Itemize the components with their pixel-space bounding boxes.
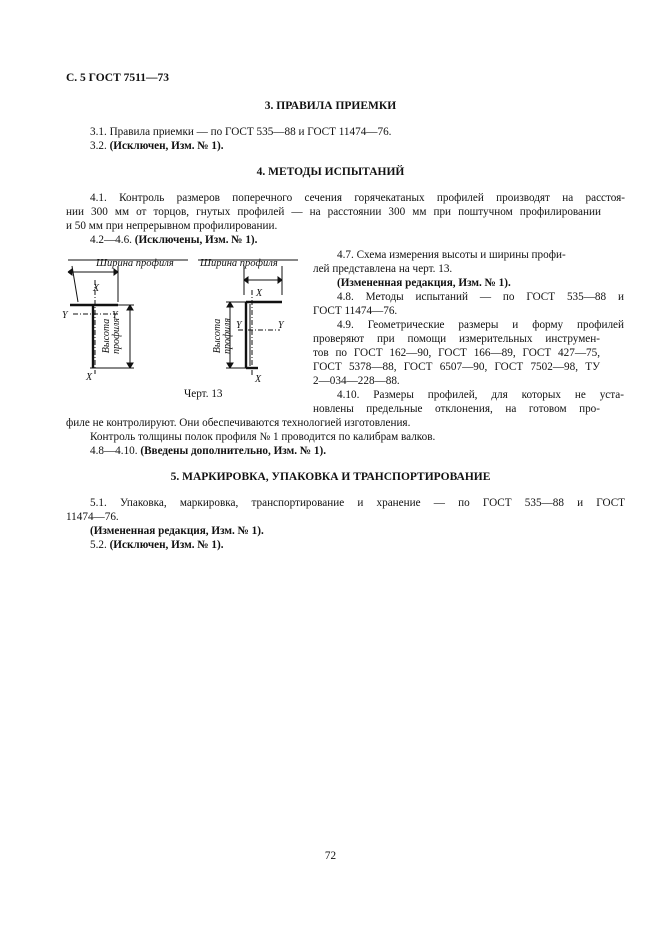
paragraph-4-1-line-3: и 50 мм при непрерывном профилировании. — [66, 220, 278, 232]
page-number: 72 — [324, 850, 337, 862]
axis-y-label-left-2: Y — [112, 310, 118, 321]
document-header: С. 5 ГОСТ 7511—73 — [66, 72, 170, 84]
height-label-left-line-1: Высота — [101, 318, 112, 354]
paragraph-4-9-line-2: проверяют при помощи измерительных инструмен- — [313, 333, 600, 345]
paragraph-4-7-amendment: (Измененная редакция, Изм. № 1). — [337, 277, 511, 289]
paragraph-4-2-amendment: (Исключены, Изм. № 1). — [134, 234, 258, 246]
axis-y-label-left-1: Y — [62, 310, 68, 321]
paragraph-4-9-line-4: ГОСТ 5378—88, ГОСТ 6507—90, ГОСТ 7502—98, ТУ — [313, 361, 600, 373]
section-3-title: 3. ПРАВИЛА ПРИЕМКИ — [264, 100, 397, 112]
angle-profile-right — [198, 260, 298, 376]
axis-y-label-right-1: Y — [236, 320, 242, 331]
paragraph-5-2-amendment: (Исключен, Изм. № 1). — [109, 539, 224, 551]
paragraph-5-1-line-1: 5.1. Упаковка, маркировка, транспортирование и хранение — по ГОСТ 535—88 и ГОСТ — [90, 497, 625, 509]
width-label-left: Ширина профиля — [96, 258, 174, 269]
paragraph-4-2 — [66, 234, 625, 248]
paragraph-4-1-line-1: 4.1. Контроль размеров поперечного сечения горячекатаных профилей производят на расстоя- — [90, 192, 625, 204]
paragraph-3-1: 3.1. Правила приемки — по ГОСТ 535—88 и ГОСТ 11474—76. — [90, 126, 392, 138]
paragraph-5-2 — [66, 539, 625, 553]
height-label-right-line-1: Высота — [212, 318, 223, 354]
paragraph-4-10-line-1: 4.10. Размеры профилей, для которых не уста- — [337, 389, 624, 401]
t-profile-left — [68, 260, 188, 374]
axis-x-label-top-left: X — [93, 283, 100, 294]
paragraph-5-2-number: 5.2. — [90, 539, 107, 551]
axis-y-label-right-2: Y — [278, 320, 284, 331]
paragraph-4-8-4-10-number: 4.8—4.10. — [90, 445, 138, 457]
paragraph-4-9-line-5: 2—034—228—88. — [313, 375, 400, 387]
paragraph-4-1-line-2: нии 300 мм от торцов, гнутых профилей — на расстоянии 300 мм при поштучном профилировании — [66, 206, 601, 218]
axis-x-label-bottom-left: X — [86, 372, 93, 383]
paragraph-4-7-line-1: 4.7. Схема измерения высоты и ширины профи- — [337, 249, 566, 261]
paragraph-3-2 — [66, 140, 625, 154]
paragraph-4-10-line-4: Контроль толщины полок профиля № 1 проводится по калибрам валков. — [90, 431, 436, 443]
height-label-left-line-2: профиля — [111, 317, 122, 355]
width-label-right: Ширина профиля — [200, 258, 278, 269]
section-5-title: 5. МАРКИРОВКА, УПАКОВКА И ТРАНСПОРТИРОВАНИЕ — [170, 471, 491, 483]
paragraph-5-1-amendment: (Измененная редакция, Изм. № 1). — [90, 525, 264, 537]
paragraph-5-1-line-2: 11474—76. — [66, 511, 119, 523]
height-label-right-line-2: профиля — [222, 317, 233, 355]
paragraph-4-7-line-2: лей представлена на черт. 13. — [313, 263, 453, 275]
paragraph-4-9-line-3: тов по ГОСТ 162—90, ГОСТ 166—89, ГОСТ 427—75, — [313, 347, 600, 359]
paragraph-4-2-number: 4.2—4.6. — [90, 234, 132, 246]
paragraph-4-8-line-2: ГОСТ 11474—76. — [313, 305, 398, 317]
paragraph-4-10-line-2: новлены предельные отклонения, на готовом про- — [313, 403, 600, 415]
paragraph-4-8-4-10 — [66, 445, 625, 459]
axis-x-label-top-right: X — [256, 288, 263, 299]
paragraph-4-8-4-10-amendment: (Введены дополнительно, Изм. № 1). — [140, 445, 327, 457]
paragraph-3-2-amendment: (Исключен, Изм. № 1). — [109, 140, 224, 152]
figure-13-caption: Черт. 13 — [184, 388, 223, 400]
paragraph-4-10-line-3: филе не контролируют. Они обеспечиваются технологией изготовления. — [66, 417, 411, 429]
paragraph-3-2-number: 3.2. — [90, 140, 107, 152]
paragraph-4-8-line-1: 4.8. Методы испытаний — по ГОСТ 535—88 и — [337, 291, 624, 303]
section-4-title: 4. МЕТОДЫ ИСПЫТАНИЙ — [256, 166, 405, 178]
axis-x-label-bottom-right: X — [255, 374, 262, 385]
paragraph-4-9-line-1: 4.9. Геометрические размеры и форму профилей — [337, 319, 624, 331]
figure-13-drawing — [60, 250, 310, 385]
